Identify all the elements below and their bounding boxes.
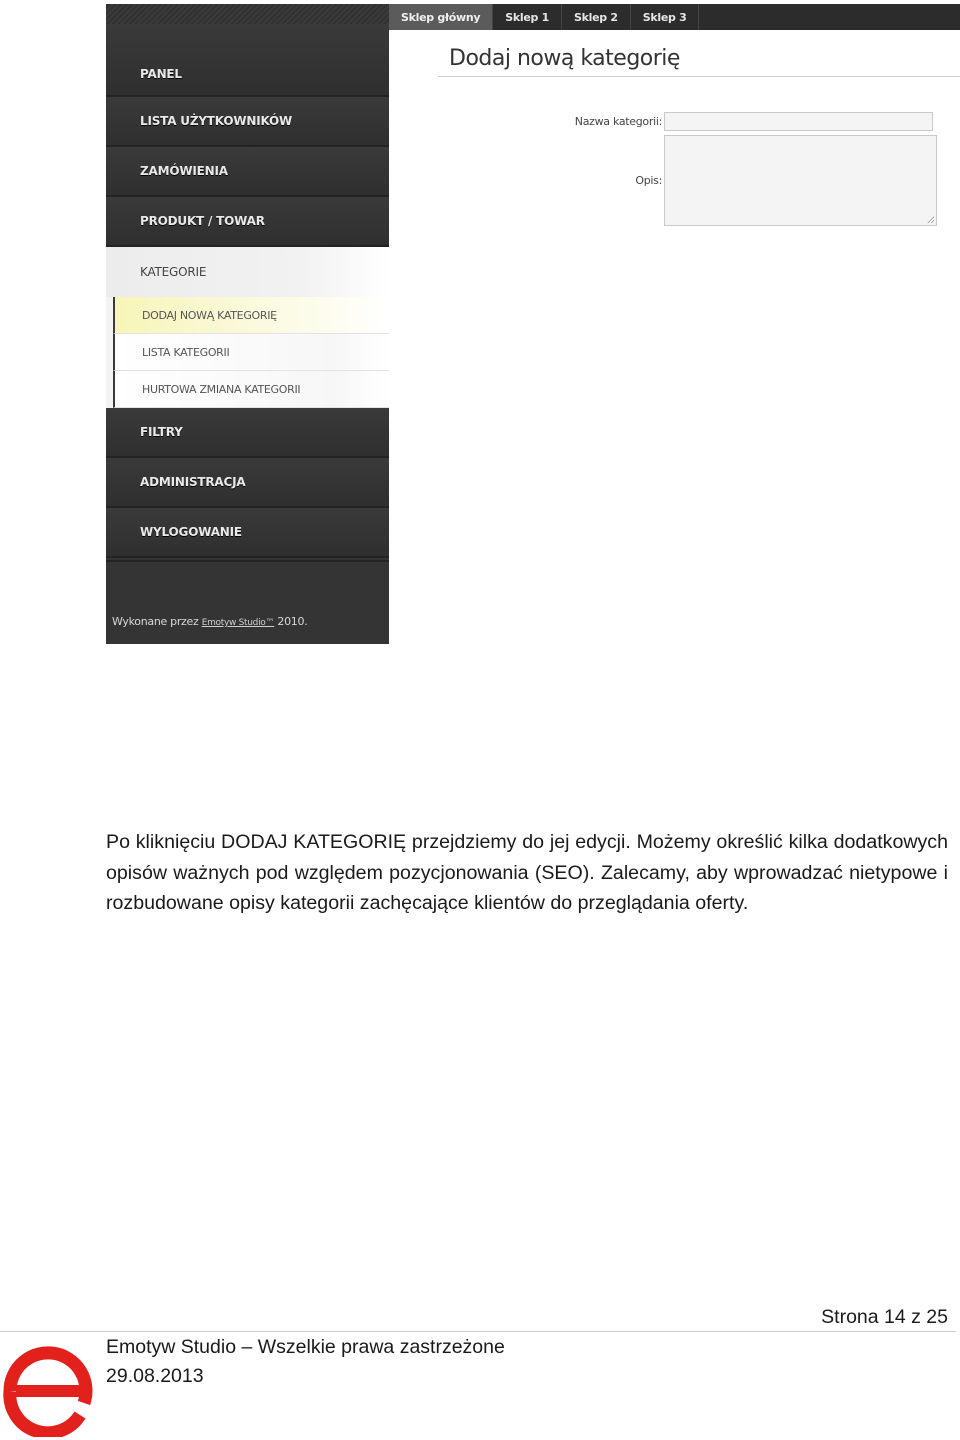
category-name-input[interactable] (664, 112, 933, 131)
tab-main-shop[interactable]: Sklep główny (389, 4, 493, 30)
tab-shop-1[interactable]: Sklep 1 (493, 4, 562, 30)
submenu-item-category-list[interactable] (113, 334, 389, 371)
sidebar-top-strip (106, 4, 389, 24)
body-paragraph: Po kliknięciu DODAJ KATEGORIĘ przejdziemy do jej edycji. Możemy określić kilka dodatkowych opisów ważnych pod względem pozycjonowania (SEO). Zalecamy, aby wprowadzać nietypowe i rozbudowane opisy kategorii zachęcające klientów do przeglądania oferty. (106, 831, 948, 914)
sidebar-item-label: LISTA UŻYTKOWNIKÓW (140, 114, 293, 128)
credits-year: 2010. (277, 615, 308, 628)
sidebar-item-label: FILTRY (140, 425, 183, 439)
description-label: Opis: (635, 174, 662, 187)
credits-brand-link[interactable]: Emotyw Studio™ (201, 618, 275, 628)
sidebar-item-label: PRODUKT / TOWAR (140, 214, 265, 228)
sidebar-item-label: PANEL (140, 66, 182, 81)
sidebar-item-orders[interactable] (106, 147, 389, 197)
shop-tabs-bar (389, 4, 960, 30)
categories-submenu (106, 297, 389, 408)
submenu-item-label: HURTOWA ZMIANA KATEGORII (142, 382, 301, 396)
footer-divider (0, 1331, 956, 1332)
footer-date: 29.08.2013 (106, 1365, 204, 1387)
footer-company: Emotyw Studio – Wszelkie prawa zastrzeżone (106, 1336, 505, 1358)
tab-shop-2[interactable]: Sklep 2 (562, 4, 631, 30)
sidebar-item-categories[interactable] (106, 247, 389, 297)
resize-handle-icon[interactable] (927, 216, 934, 223)
sidebar-item-administration[interactable] (106, 458, 389, 508)
sidebar-item-label: ZAMÓWIENIA (140, 164, 228, 178)
description-textarea[interactable] (664, 135, 937, 226)
submenu-item-label: DODAJ NOWĄ KATEGORIĘ (142, 308, 277, 322)
sidebar-menu (106, 4, 389, 644)
page-title: Dodaj nową kategorię (449, 46, 680, 71)
page-number: Strona 14 z 25 (821, 1306, 948, 1328)
sidebar-item-users[interactable] (106, 97, 389, 147)
sidebar-item-panel[interactable] (106, 24, 389, 97)
category-name-label: Nazwa kategorii: (574, 115, 662, 128)
sidebar-item-products[interactable] (106, 197, 389, 247)
credits-text (112, 615, 307, 628)
sidebar-item-label: KATEGORIE (140, 265, 207, 279)
submenu-item-add-category[interactable] (113, 297, 389, 334)
credits-prefix: Wykonane przez (112, 615, 199, 628)
sidebar-item-label: WYLOGOWANIE (140, 525, 242, 539)
sidebar-item-label: ADMINISTRACJA (140, 475, 246, 489)
sidebar-item-filters[interactable] (106, 408, 389, 458)
sidebar-footer (106, 560, 389, 644)
submenu-item-label: LISTA KATEGORII (142, 345, 230, 359)
submenu-item-bulk-change[interactable] (113, 371, 389, 408)
admin-panel-screenshot (106, 4, 960, 644)
title-divider (438, 76, 960, 77)
sidebar-item-logout[interactable] (106, 508, 389, 558)
tab-shop-3[interactable]: Sklep 3 (631, 4, 700, 30)
emotyw-logo-icon (2, 1343, 94, 1437)
